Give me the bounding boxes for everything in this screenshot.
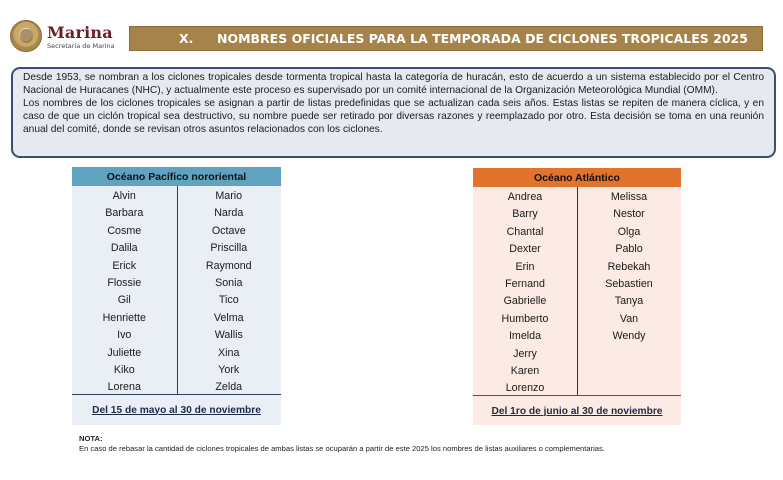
marina-logo [10,20,120,56]
cyclone-name: Sonia [215,276,243,289]
pacific-season-period: Del 15 de mayo al 30 de noviembre [72,394,281,425]
cyclone-name: Cosme [107,224,142,237]
pacific-names-column-1 [72,186,177,394]
logo-subtitle: Secretaría de Marina [47,42,115,50]
cyclone-name: Gil [117,294,131,307]
atlantic-season-period: Del 1ro de junio al 30 de noviembre [473,395,681,426]
atlantic-names-column-2 [577,187,681,395]
cyclone-name: Tico [218,294,239,307]
cyclone-name: Erin [515,260,535,273]
footnote-label: NOTA: [79,434,103,443]
national-seal-icon [10,20,42,52]
pacific-table-title: Océano Pacífico nororiental [72,167,281,186]
cyclone-name: Andrea [507,191,543,203]
cyclone-name: Humberto [501,312,549,325]
cyclone-name: Tanya [614,295,644,308]
cyclone-name: Chantal [506,225,544,238]
cyclone-name: Nestor [613,208,645,221]
cyclone-name: Gabrielle [503,295,547,308]
column-divider [577,187,578,395]
column-divider [177,186,178,394]
pacific-names-columns [72,186,281,394]
cyclone-name: Barry [512,208,538,221]
footnote-text: En caso de rebasar la cantidad de ciclones tropicales de ambas listas se ocuparán a partir de este 2025 los nombres de listas auxiliares o complementarias. [79,444,605,453]
cyclone-name: Olga [617,225,641,238]
cyclone-name: Flossie [107,276,142,289]
cyclone-name: Pablo [615,243,643,256]
cyclone-name: Velma [213,311,244,324]
atlantic-table-title: Océano Atlántico [473,168,681,187]
intro-box [11,67,776,158]
cyclone-name: Melissa [610,191,648,203]
cyclone-name: Lorena [107,381,141,394]
intro-paragraph-2: Los nombres de los ciclones tropicales se asignan a partir de listas predefinidas que se actualizan cada seis años. Estas listas se repiten de manera cíclica, y en caso de que un ciclón tropical sea destructivo, su nombre puede ser retirado por diversas razones y reemplazado por otro. Esta decisión se toma en una reunión anual del comité, donde se revisan otros asuntos relacionados con los ciclones. [23,98,764,135]
cyclone-name: Barbara [105,207,144,220]
section-title-bar [129,26,763,51]
cyclone-name: Narda [214,207,244,220]
cyclone-name: Lorenzo [505,382,545,395]
cyclone-name: Alvin [112,190,136,202]
cyclone-name: Fernand [505,277,545,290]
cyclone-name: Jerry [513,347,537,360]
cyclone-name: Rebekah [607,260,651,273]
cyclone-name: Henriette [102,311,146,324]
cyclone-name: Xina [218,346,240,359]
cyclone-name: Sebastien [605,277,653,290]
cyclone-name: Erick [112,259,137,272]
pacific-names-column-2 [177,186,282,394]
cyclone-name: Wallis [214,329,243,342]
cyclone-name: Juliette [107,346,142,359]
cyclone-name: Mario [215,190,243,202]
logo-name: Marina [47,23,113,42]
cyclone-name: Raymond [205,259,252,272]
cyclone-name: Ivo [117,329,132,342]
cyclone-name: York [218,363,240,376]
cyclone-name: Van [619,312,639,325]
cyclone-name: Priscilla [210,242,248,255]
cyclone-name: Octave [211,224,246,237]
cyclone-name: Karen [510,364,540,377]
section-title: NOMBRES OFICIALES PARA LA TEMPORADA DE CICLONES TROPICALES 2025 [217,31,748,46]
section-number: X. [179,31,194,46]
pacific-names-table [72,167,281,425]
atlantic-names-column-1 [473,187,577,395]
atlantic-names-table [473,168,681,425]
cyclone-name: Kiko [113,363,135,376]
footnote [79,434,699,454]
atlantic-names-columns [473,187,681,395]
cyclone-name: Zelda [215,381,243,394]
cyclone-name: Dexter [509,243,541,256]
cyclone-name: Wendy [612,330,646,343]
cyclone-name: Imelda [508,330,542,343]
intro-paragraph-1: Desde 1953, se nombran a los ciclones tropicales desde tormenta tropical hasta la categoría de huracán, esto de acuerdo a un sistema establecido por el Centro Nacional de Huracanes (NHC), y actualmente este proceso es supervisado por un comité internacional de la Organización Meteorológica Mundial (OMM). [23,72,764,96]
cyclone-name: Dalila [110,242,138,255]
